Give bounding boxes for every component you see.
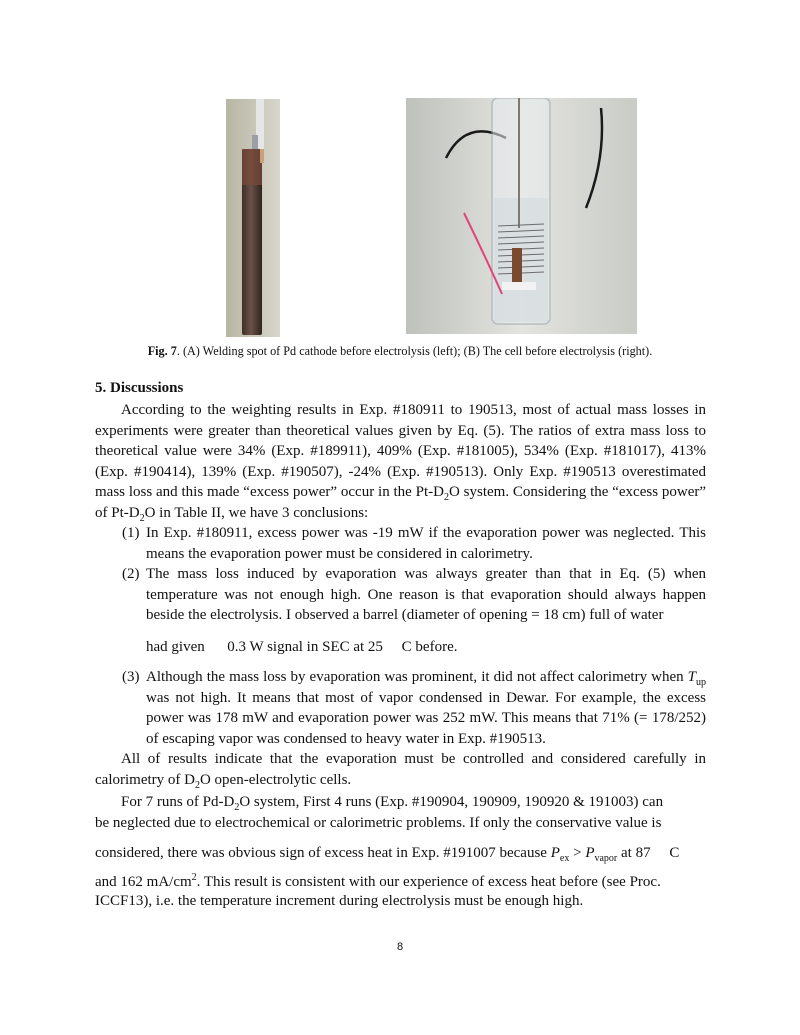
list-item-2-last-line: had given 0.3 W signal in SEC at 25 C before. (146, 639, 458, 655)
list-item-number: (1) (122, 525, 140, 541)
list-item-text-b: was not high. It means that most of vapor condensed in Dewar. For example, the excess power was 178 mW and evaporation power was 252 mW. This means that 71% (= 178/252) of escaping vapor was condensed to heavy water in Exp. #190513. (146, 689, 706, 747)
subscript: 2 (194, 779, 200, 791)
list-item-text: The mass loss induced by evaporation was always greater than that in Eq. (5) when temperature was not enough high. One reason is that evaporation should always happen beside the electrolysis. I observed a barrel (diameter of opening = 18 cm) full of water (146, 566, 706, 623)
subscript: 2 (234, 802, 240, 813)
list-item-1 (122, 523, 706, 564)
paragraph-3-line-1a: For 7 runs of Pd-D (121, 794, 235, 810)
list-item-2 (122, 564, 706, 626)
subscript-up: up (696, 677, 706, 688)
paragraph-3-line-4 (95, 872, 661, 892)
paragraph-3-line-1b: O system, First 4 runs (Exp. #190904, 190909, 190920 & 191003) can (239, 794, 664, 810)
pd-cathode-photo (226, 99, 280, 337)
electrolysis-cell-photo (406, 98, 637, 334)
list-item-number: (2) (122, 566, 140, 582)
list-item-3 (122, 667, 706, 749)
paragraph-1 (95, 400, 706, 523)
figure-caption-text: . (A) Welding spot of Pd cathode before electrolysis (left); (B) The cell before electrolysis (right). (176, 344, 653, 358)
subscript-vapor: vapor (594, 853, 618, 864)
list-item-number: (3) (122, 669, 140, 685)
paragraph-3-line-4a: and 162 mA/cm (95, 874, 192, 890)
paragraph-3-line-3a: considered, there was obvious sign of excess heat in Exp. #191007 because (95, 845, 551, 861)
list-item-text (146, 667, 706, 749)
figure-caption (0, 343, 800, 359)
paragraph-1-tail-a: O system. Considering the “excess power” of Pt-D (95, 484, 706, 521)
paragraph-2-text-a: All of results indicate that the evaporation must be controlled and considered carefully in calorimetry of D (95, 751, 706, 788)
paragraph-3-line-1 (121, 792, 663, 812)
symbol-t: T (687, 669, 696, 685)
greater-than: > (569, 845, 586, 861)
paragraph-2 (95, 749, 706, 790)
paragraph-1-tail-b: O in Table II, we have 3 conclusions: (144, 504, 369, 521)
symbol-p-ex: P (550, 845, 560, 861)
superscript: 2 (191, 872, 197, 883)
paragraph-2-text-b: O open-electrolytic cells. (199, 771, 352, 788)
subscript: 2 (139, 512, 145, 524)
symbol-p-vapor: P (585, 845, 595, 861)
paragraph-3-line-3b: at 87 C (617, 845, 680, 861)
paragraph-3-line-4b: . This result is consistent with our experience of excess heat before (see Proc. (196, 874, 661, 890)
paragraph-3-line-3 (95, 843, 679, 863)
section-heading: 5. Discussions (95, 380, 184, 396)
page-number: 8 (396, 941, 404, 953)
list-item-text: In Exp. #180911, excess power was -19 mW if the evaporation power was neglected. This means the evaporation power must be considered in calorimetry. (146, 525, 706, 562)
paragraph-3-line-5: ICCF13), i.e. the temperature increment during electrolysis must be enough high. (95, 893, 584, 909)
list-item-text-a: Although the mass loss by evaporation was prominent, it did not affect calorimetry when (146, 669, 688, 685)
figure-label: Fig. 7 (147, 344, 177, 358)
subscript-ex: ex (559, 853, 570, 864)
subscript: 2 (444, 492, 450, 503)
paragraph-3-line-2: be neglected due to electrochemical or calorimetric problems. If only the conservative value is (95, 815, 662, 831)
paragraph-1-text: According to the weighting results in Exp. #180911 to 190513, most of actual mass losses in experiments were greater than theoretical values given by Eq. (5). The ratios of extra mass loss to theoretical value were 34% (Exp. #189911), 409% (Exp. #181005), 534% (Exp. #181017), 413% (Exp. #190414), 139% (Exp. #190507), -24% (Exp. #190513). Only Exp. #190513 overestimated mass loss and this made “excess power” occur in the Pt-D (95, 402, 706, 500)
